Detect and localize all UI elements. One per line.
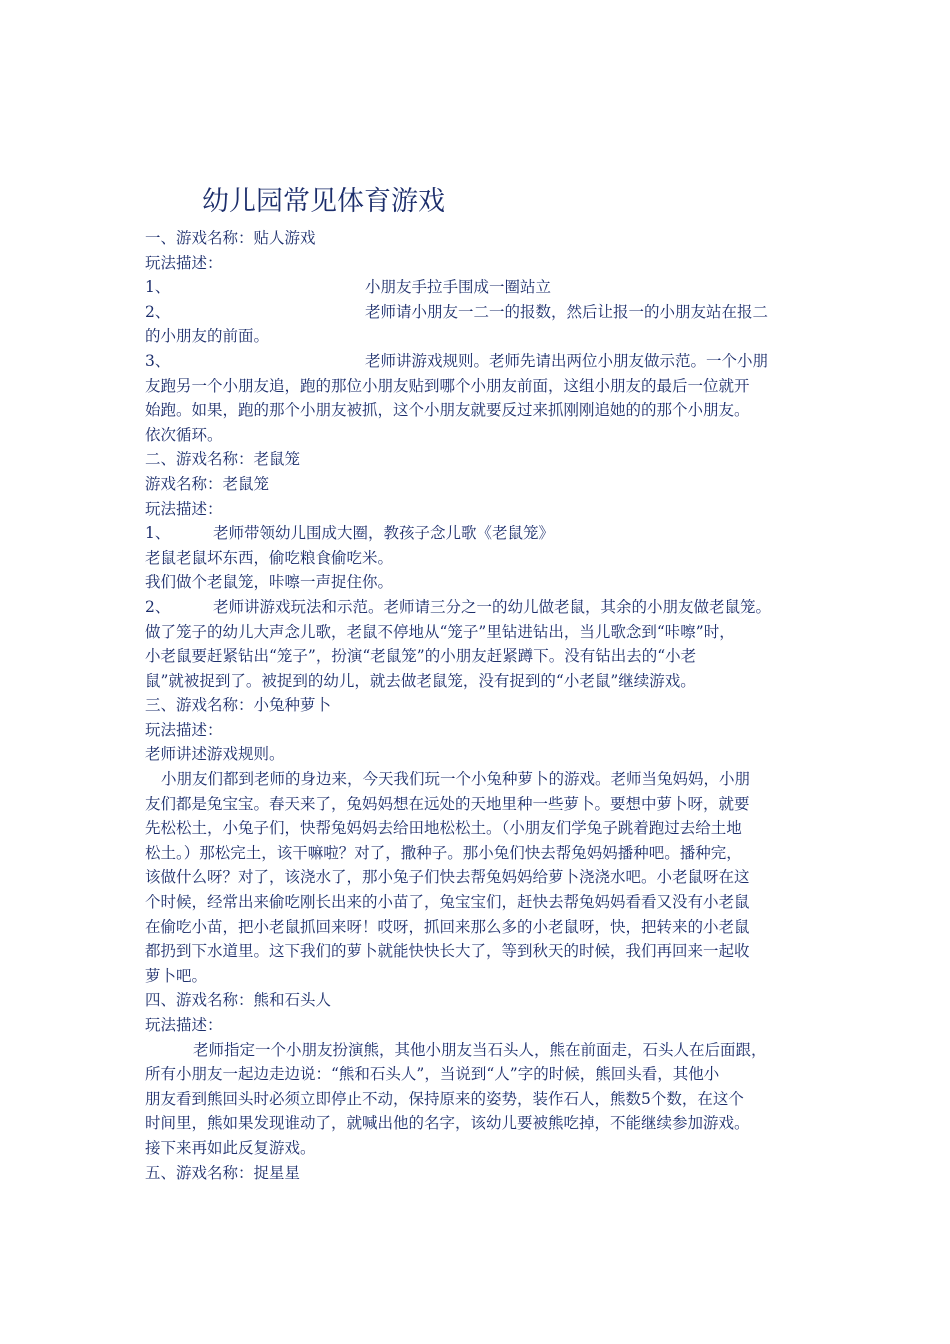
game3-para-line: 在偷吃小苗，把小老鼠抓回来呀！哎呀，抓回来那么多的小老鼠呀，快，把转来的小老鼠 xyxy=(145,917,750,936)
item-number: 1、 xyxy=(145,278,171,297)
game2-item-2 xyxy=(145,595,815,620)
game1-item-2 xyxy=(145,300,815,325)
item-text: 老师请小朋友一二一的报数，然后让报一的小朋友站在报二 xyxy=(365,302,769,321)
game4-para-line: 接下来再如此反复游戏。 xyxy=(145,1138,316,1157)
game3-para-line: 友们都是兔宝宝。春天来了，兔妈妈想在远处的天地里种一些萝卜。要想中萝卜呀，就要 xyxy=(145,794,750,813)
game2-rhyme-line: 我们做个老鼠笼，咔嚓一声捉住你。 xyxy=(145,573,394,592)
document-title: 幼儿园常见体育游戏 xyxy=(202,186,445,217)
game2-item-2-cont: 小老鼠要赶紧钻出“笼子”，扮演“老鼠笼”的小朋友赶紧蹲下。没有钻出去的“小老 xyxy=(145,647,697,666)
game3-heading: 三、游戏名称：小兔种萝卜 xyxy=(145,696,332,715)
game2-desc-label: 玩法描述： xyxy=(145,499,223,518)
document-body xyxy=(145,226,815,1185)
item-number: 3、 xyxy=(145,351,171,370)
game3-para-line: 小朋友们都到老师的身边来，今天我们玩一个小兔种萝卜的游戏。老师当兔妈妈，小朋 xyxy=(161,770,751,789)
game4-para-line: 时间里，熊如果发现谁动了，就喊出他的名字，该幼儿要被熊吃掉，不能继续参加游戏。 xyxy=(145,1114,750,1133)
item-number: 1、 xyxy=(145,524,171,543)
game4-para-line: 老师指定一个小朋友扮演熊，其他小朋友当石头人，熊在前面走，石头人在后面跟， xyxy=(193,1040,767,1059)
game3-para-line: 个时候，经常出来偷吃刚长出来的小苗了，兔宝宝们，赶快去帮兔妈妈看看又没有小老鼠 xyxy=(145,893,750,912)
item-number: 2、 xyxy=(145,302,171,321)
item-text: 老师带领幼儿围成大圈，教孩子念儿歌《老鼠笼》 xyxy=(213,524,555,543)
game4-para-line: 朋友看到熊回头时必须立即停止不动，保持原来的姿势，装作石人，熊数5个数，在这个 xyxy=(145,1089,744,1108)
game3-desc-label: 玩法描述： xyxy=(145,720,223,739)
game4-para-line: 所有小朋友一起边走边说：“熊和石头人”，当说到“人”字的时候，熊回头看，其他小 xyxy=(145,1065,720,1084)
game2-subheading: 游戏名称：老鼠笼 xyxy=(145,474,270,493)
item-number: 2、 xyxy=(145,597,171,616)
game1-item-3 xyxy=(145,349,815,374)
game4-heading: 四、游戏名称：熊和石头人 xyxy=(145,991,332,1010)
game2-heading: 二、游戏名称：老鼠笼 xyxy=(145,450,301,469)
game3-para-line: 松土。）那松完土，该干嘛啦？对了，撒种子。那小兔们快去帮兔妈妈播种吧。播种完， xyxy=(145,843,742,862)
game3-para-line: 萝卜吧。 xyxy=(145,966,208,985)
game3-para-line: 都扔到下水道里。这下我们的萝卜就能快快长大了，等到秋天的时候，我们再回来一起收 xyxy=(145,942,750,961)
game2-item-1 xyxy=(145,521,815,546)
item-text: 老师讲游戏规则。老师先请出两位小朋友做示范。一个小朋 xyxy=(365,351,769,370)
game5-heading: 五、游戏名称：捉星星 xyxy=(145,1163,301,1182)
game1-item-1 xyxy=(145,275,815,300)
game2-rhyme-line: 老鼠老鼠坏东西，偷吃粮食偷吃米。 xyxy=(145,548,394,567)
item-text: 老师讲游戏玩法和示范。老师请三分之一的幼儿做老鼠，其余的小朋友做老鼠笼。 xyxy=(213,597,772,616)
game1-item-3-cont: 友跑另一个小朋友追，跑的那位小朋友贴到哪个小朋友前面，这组小朋友的最后一位就开 xyxy=(145,376,750,395)
game3-para-line: 该做什么呀？对了，该浇水了，那小兔子们快去帮兔妈妈给萝卜浇浇水吧。小老鼠呀在这 xyxy=(145,868,750,887)
game1-item-2-cont: 的小朋友的前面。 xyxy=(145,327,270,346)
game1-item-3-cont: 依次循环。 xyxy=(145,425,223,444)
item-text: 小朋友手拉手围成一圈站立 xyxy=(365,278,552,297)
game1-desc-label: 玩法描述： xyxy=(145,253,223,272)
game3-para-line: 先松松土，小兔子们，快帮兔妈妈去给田地松松土。（小朋友们学兔子跳着跑过去给土地 xyxy=(145,819,742,838)
game1-heading: 一、游戏名称：贴人游戏 xyxy=(145,229,316,247)
game2-item-2-cont: 做了笼子的幼儿大声念儿歌，老鼠不停地从“笼子”里钻进钻出，当儿歌念到“咔嚓”时， xyxy=(145,622,735,641)
game2-item-2-cont: 鼠”就被捉到了。被捉到的幼儿，就去做老鼠笼，没有捉到的“小老鼠”继续游戏。 xyxy=(145,671,696,690)
game4-desc-label: 玩法描述： xyxy=(145,1016,223,1034)
game3-intro: 老师讲述游戏规则。 xyxy=(145,745,285,764)
game1-item-3-cont: 始跑。如果，跑的那个小朋友被抓，这个小朋友就要反过来抓刚刚追她的的那个小朋友。 xyxy=(145,401,750,420)
